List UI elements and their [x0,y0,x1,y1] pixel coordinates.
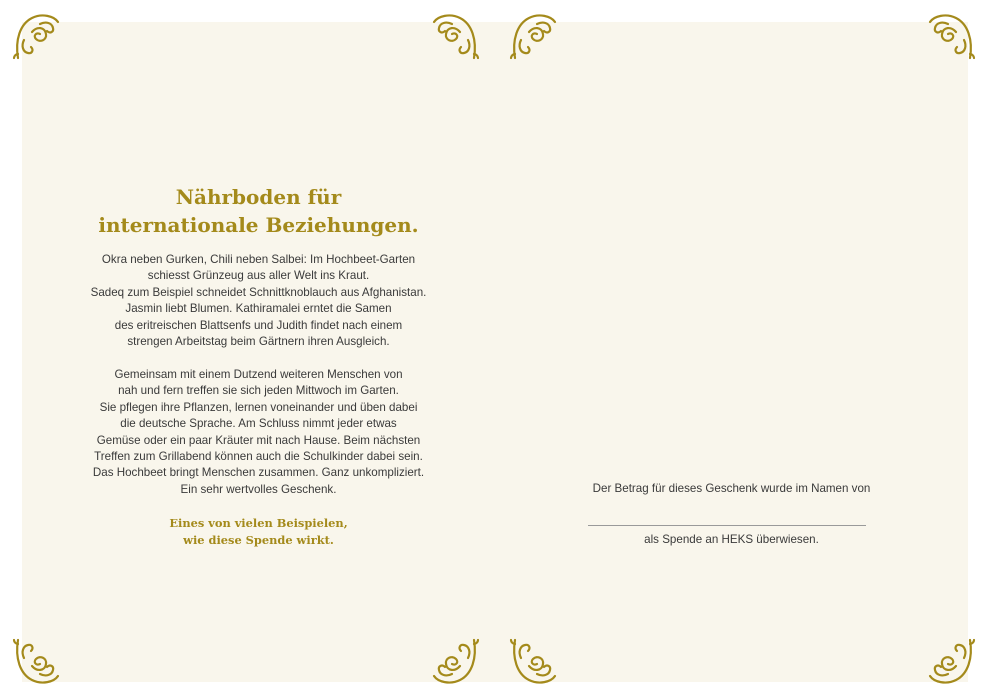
text-line: die deutsche Sprache. Am Schluss nimmt jeder etwas [120,417,397,431]
ornament-corner-icon [432,638,480,686]
ornament-corner-icon [12,12,60,60]
text-line: strengen Arbeitstag beim Gärtnern ihren Ausgleich. [127,335,390,349]
right-page-panel [495,22,968,682]
text-line: Gemeinsam mit einem Dutzend weiteren Menschen von [114,368,403,381]
closing-line: wie diese Spende wirkt. [183,533,334,547]
story-paragraph [22,367,495,498]
closing-statement [22,515,495,549]
ornament-corner-icon [432,12,480,60]
text-line: Das Hochbeet bringt Menschen zusammen. Ganz unkompliziert. [92,466,425,480]
ornament-corner-icon [928,12,976,60]
page-title [22,183,495,239]
story-paragraph [22,252,495,350]
text-line: Sie pflegen ihre Pflanzen, lernen voneinander und üben dabei [99,400,418,414]
ornament-corner-icon [509,12,557,60]
ornament-corner-icon [509,638,557,686]
text-line: des eritreischen Blattsenfs und Judith findet nach einem [114,318,403,332]
ornament-corner-icon [12,638,60,686]
donation-text-intro: Der Betrag für dieses Geschenk wurde im Namen von [592,482,871,495]
text-line: Ein sehr wertvolles Geschenk. [180,482,337,496]
text-line: Jasmin liebt Blumen. Kathiramalei erntet die Samen [125,302,392,316]
title-line: internationale Beziehungen. [98,213,419,237]
text-line: Gemüse oder ein paar Kräuter mit nach Hause. Beim nächsten [96,433,421,447]
text-line: schiesst Grünzeug aus aller Welt ins Kraut. [147,269,370,283]
donor-name-line [588,525,866,526]
text-line: Treffen zum Grillabend können auch die Schulkinder dabei sein. [94,450,423,464]
donation-text-outro: als Spende an HEKS überwiesen. [644,533,819,546]
title-line: Nährboden für [175,185,342,209]
left-page-panel [22,22,495,682]
text-line: Okra neben Gurken, Chili neben Salbei: Im Hochbeet-Garten [101,253,416,266]
closing-line: Eines von vielen Beispielen, [169,516,348,530]
ornament-corner-icon [928,638,976,686]
text-line: Sadeq zum Beispiel schneidet Schnittknoblauch aus Afghanistan. [90,285,427,299]
text-line: nah und fern treffen sie sich jeden Mittwoch im Garten. [118,384,399,398]
